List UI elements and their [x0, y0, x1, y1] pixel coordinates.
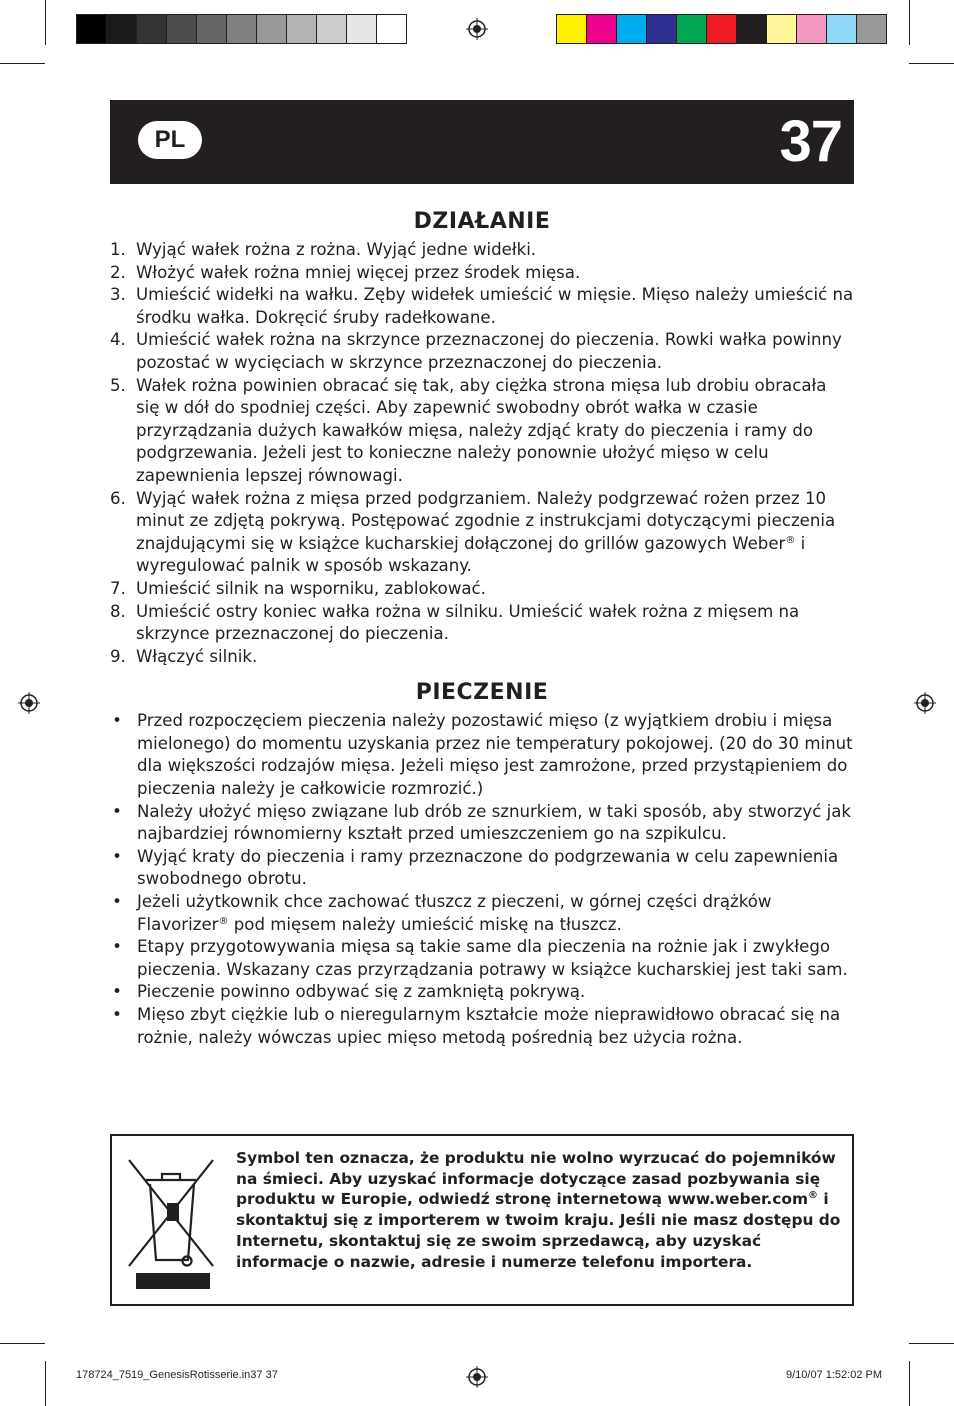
list-item: • Należy ułożyć mięso związane lub drób ze sznurkiem, w taki sposób, aby stworzyć jak najbardziej równomierny kształt przed umieszczeniem go na szpikulcu.	[112, 801, 851, 844]
crop-mark	[0, 1343, 45, 1344]
color-swatch	[556, 14, 587, 44]
list-item: • Mięso zbyt ciężkie lub o nieregularnym kształcie może nieprawidłowo obracać się na rożnie, należy wówczas upiec mięso metodą pośrednią bez użycia rożna.	[112, 1005, 841, 1047]
section-heading-roasting: PIECZENIE	[415, 680, 549, 706]
list-item: 3. Umieścić widełki na wałku. Zęby widełek umieścić w mięsie. Mięso należy umieścić na środku wałka. Dokręcić śruby radełkowane.	[110, 285, 854, 327]
color-swatch	[256, 14, 287, 44]
list-item: • Wyjąć kraty do pieczenia i ramy przeznaczone do podgrzewania w celu zapewnienia swobodnego obrotu.	[112, 846, 839, 889]
crop-mark	[909, 1361, 910, 1406]
roasting-tips-list	[110, 710, 854, 1049]
registration-mark-icon	[466, 18, 488, 40]
list-item: • Pieczenie powinno odbywać się z zamkniętą pokrywą.	[112, 982, 586, 1002]
color-swatch	[346, 14, 377, 44]
list-item: 8. Umieścić ostry koniec wałka rożna w silniku. Umieścić wałek rożna z mięsem na skrzynce przeznaczonej do pieczenia.	[110, 601, 800, 644]
registration-mark-icon	[466, 1366, 488, 1388]
notice-text: Symbol ten oznacza, że produktu nie wolno wyrzucać do pojemników na śmieci. Aby uzyskać informacje dotyczące zasad pozbywania się produktu w Europie, odwiedź stronę internetową www.weber.com® i skontaktuj się z importerem w twoim kraju. Jeśli nie masz dostępu do Internetu, skontaktuj się ze swoim sprzedawcą, aby uzyskać informacje o nazwie, adresie i numerze telefonu importera.	[236, 1149, 841, 1271]
color-swatch	[646, 14, 677, 44]
crop-mark	[909, 1343, 954, 1344]
list-item: 5. Wałek rożna powinien obracać się tak, aby ciężka strona mięsa lub drobiu obracała się w dół do spodniej części. Aby zapewnić swobodny obrót wałka w czasie przyrządzania dużych kawałków mięsa, należy zdjąć kraty do pieczenia i ramy do podgrzewania. Jeżeli jest to konieczne należy ponownie ułożyć mięso w celu zapewnienia lepszej równowagi.	[110, 375, 827, 485]
crop-mark	[909, 63, 954, 64]
color-swatch	[76, 14, 107, 44]
grayscale-color-bar	[76, 14, 406, 44]
color-swatch	[616, 14, 647, 44]
list-item: • Jeżeli użytkownik chce zachować tłuszcz z pieczeni, w górnej części drążków Flavorizer® pod mięsem należy umieścić miskę na tłuszcz.	[112, 892, 772, 934]
weee-disposal-notice	[110, 1134, 854, 1306]
print-slug-file-info: 178724_7519_GenesisRotisserie.in37 37	[76, 1369, 278, 1381]
main-content	[110, 205, 854, 1049]
color-swatch	[196, 14, 227, 44]
crop-mark	[909, 0, 910, 45]
section-heading-operation: DZIAŁANIE	[413, 209, 551, 234]
crop-mark	[45, 1361, 46, 1406]
color-swatch	[226, 14, 257, 44]
registration-mark-icon	[914, 692, 936, 714]
color-swatch	[706, 14, 737, 44]
color-swatch	[106, 14, 137, 44]
color-swatch	[586, 14, 617, 44]
color-swatch	[136, 14, 167, 44]
color-swatch	[736, 14, 767, 44]
color-swatch	[766, 14, 797, 44]
list-item: 6. Wyjąć wałek rożna z mięsa przed podgrzaniem. Należy podgrzewać rożen przez 10 minut ze zdjętą pokrywą. Postępować zgodnie z instrukcjami dotyczącymi pieczenia znajdującymi się w książce kucharskiej dołączonej do grillów gazowych Weber® i wyregulować palnik w sposób wskazany.	[110, 488, 836, 576]
list-item: • Etapy przygotowywania mięsa są takie same dla pieczenia na rożnie jak i zwykłego pieczenia. Wskazany czas przyrządzania potrawy w książce kucharskiej jest taki sam.	[112, 937, 848, 979]
color-swatch	[856, 14, 887, 44]
process-color-bar	[556, 14, 886, 44]
crop-mark	[0, 63, 45, 64]
list-item: 9. Włączyć silnik.	[110, 646, 258, 666]
page-number: 37	[779, 109, 842, 174]
crossed-out-wheelie-bin-icon	[126, 1156, 216, 1290]
color-swatch	[676, 14, 707, 44]
print-slug-timestamp: 9/10/07 1:52:02 PM	[785, 1369, 882, 1381]
operation-steps-list	[110, 239, 854, 668]
list-item: • Przed rozpoczęciem pieczenia należy pozostawić mięso (z wyjątkiem drobiu i mięsa mielonego) do momentu uzyskania przez nie temperatury pokojowej. (20 do 30 minut dla większości rodzajów mięsa. Jeżeli mięso jest zamrożone, przed przystąpieniem do pieczenia należy je całkowicie rozmrozić.)	[112, 711, 853, 799]
language-badge: PL	[138, 121, 202, 159]
color-swatch	[286, 14, 317, 44]
color-swatch	[376, 14, 407, 44]
list-item: 1. Wyjąć wałek rożna z rożna. Wyjąć jedne widełki.	[110, 240, 537, 259]
color-swatch	[796, 14, 827, 44]
color-swatch	[166, 14, 197, 44]
list-item: 7. Umieścić silnik na wsporniku, zablokować.	[110, 578, 486, 598]
color-swatch	[826, 14, 857, 44]
list-item: 2. Włożyć wałek rożna mniej więcej przez środek mięsa.	[110, 262, 581, 282]
crop-mark	[45, 0, 46, 45]
list-item: 4. Umieścić wałek rożna na skrzynce przeznaczonej do pieczenia. Rowki wałka powinny pozostać w wycięciach w skrzynce przeznaczonej do pieczenia.	[110, 330, 842, 372]
registration-mark-icon	[18, 692, 40, 714]
color-swatch	[316, 14, 347, 44]
page-header-bar	[110, 100, 854, 184]
